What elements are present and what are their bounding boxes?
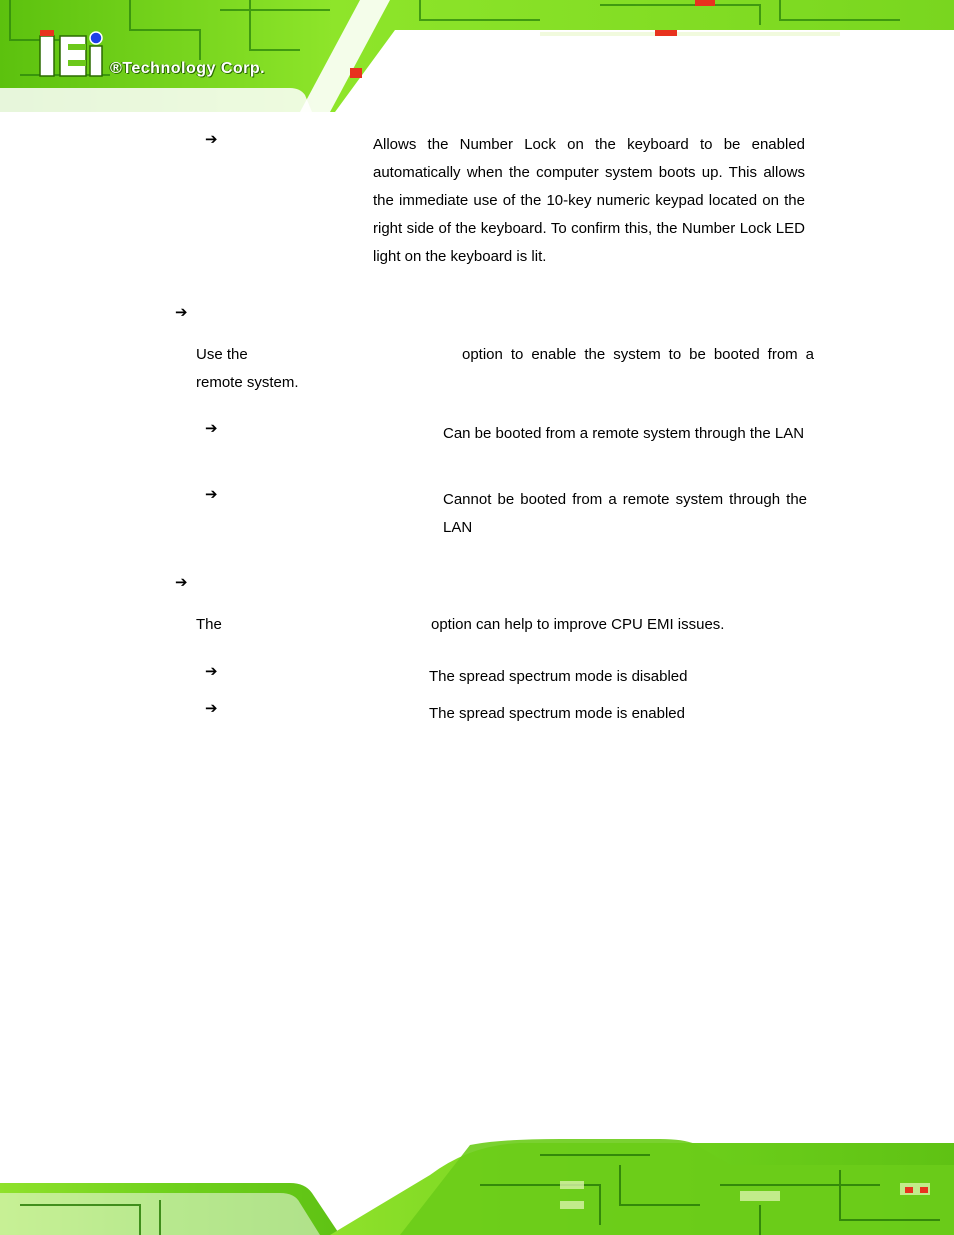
option-arrow-icon: ➔ — [205, 699, 218, 717]
spread-spectrum-disabled-description: The spread spectrum mode is disabled — [429, 668, 688, 685]
spread-spectrum-intro-start: The — [196, 616, 222, 633]
spread-spectrum-intro-end: option can help to improve CPU EMI issues. — [431, 616, 725, 633]
option-arrow-icon: ➔ — [205, 485, 218, 503]
header-banner — [0, 0, 954, 112]
numlock-description: Allows the Number Lock on the keyboard to be enabled automatically when the computer system boots up. This allows the immediate use of the 10-key numeric keypad located on the right side of the keyboard. To confirm this, the Number Lock LED light on the keyboard is lit. — [373, 136, 805, 265]
option-arrow-icon: ➔ — [205, 419, 218, 437]
remote-boot-enabled-description: Can be booted from a remote system through the LAN — [443, 425, 805, 442]
remote-boot-intro-end: option to enable the system to be booted from a remote system. — [196, 346, 814, 391]
company-logo-text: ®Technology Corp. — [110, 60, 266, 77]
spread-spectrum-enabled-description: The spread spectrum mode is enabled — [429, 705, 685, 722]
option-arrow-icon: ➔ — [205, 130, 218, 148]
option-arrow-icon: ➔ — [205, 662, 218, 680]
remote-boot-intro-start: Use the — [196, 346, 248, 363]
remote-boot-disabled-description: Cannot be booted from a remote system through the LAN — [443, 491, 807, 536]
section-arrow-icon: ➔ — [175, 303, 188, 321]
footer-banner — [0, 1125, 954, 1235]
section-arrow-icon: ➔ — [175, 573, 188, 591]
